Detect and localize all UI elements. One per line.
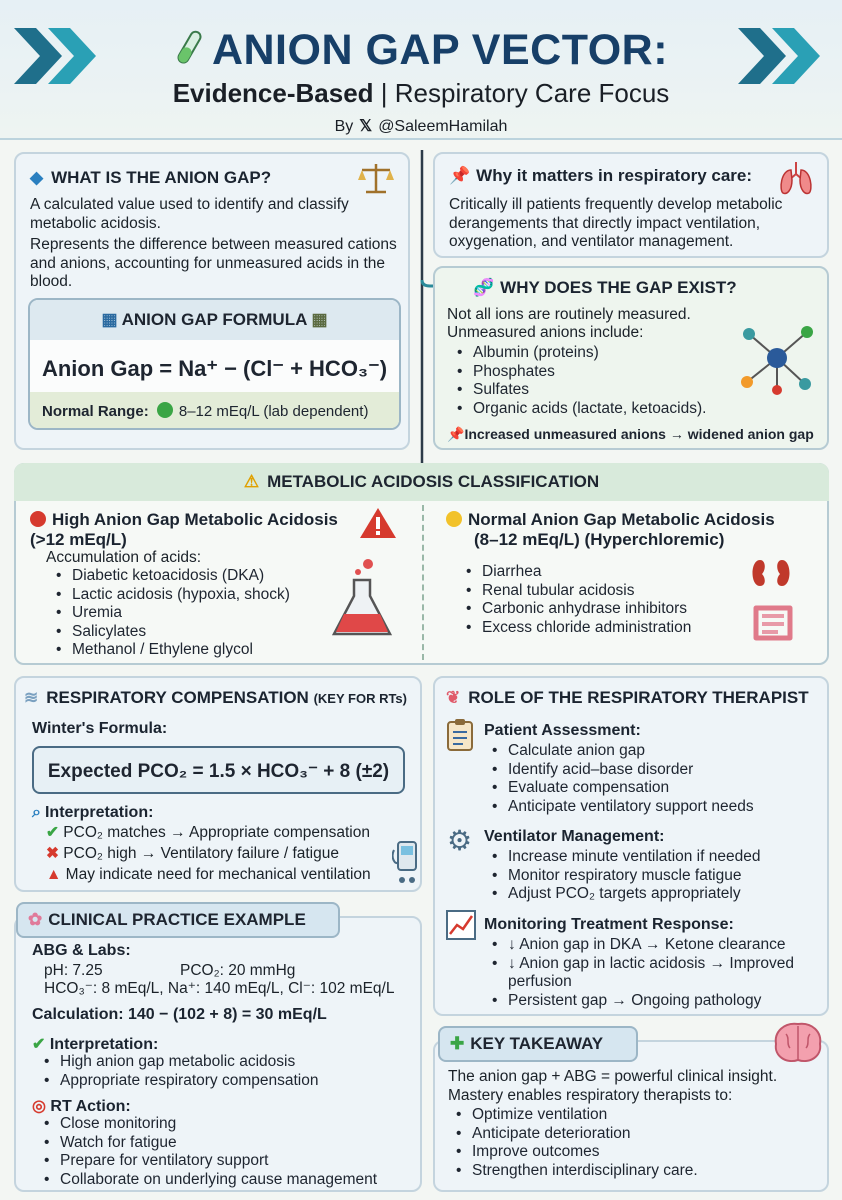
green-dot-icon (157, 402, 173, 418)
lab-electrolytes: HCO₃⁻: 8 mEq/L, Na⁺: 140 mEq/L, Cl⁻: 102 mEq/L (44, 980, 395, 997)
labs-title: ABG & Labs: (32, 942, 131, 959)
wind-icon: ≋ (24, 688, 39, 707)
title-text: ANION GAP VECTOR: (211, 26, 669, 74)
calculator-icon: ▦ (306, 310, 328, 329)
list-item: • Salicylates (46, 623, 290, 642)
interp-line-3: ▲ May indicate need for mechanical ventilation (46, 866, 371, 883)
range-value: 8–12 mEq/L (lab dependent) (178, 403, 369, 420)
subtitle-bold: Evidence-Based (172, 78, 374, 108)
diamond-icon: ◆ (30, 168, 44, 187)
formula-expression: Anion Gap = Na⁺ − (Cl⁻ + HCO₃⁻) (41, 356, 388, 381)
list-item: • Adjust PCO₂ targets appropriately (482, 885, 760, 904)
list-item: • Diabetic ketoacidosis (DKA) (46, 567, 290, 586)
alarm-icon: ▲ (46, 866, 66, 883)
check-icon: ✔ (32, 1036, 50, 1053)
dna-icon: 🧬 (473, 278, 495, 297)
why-gap-note: 📌Increased unmeasured anions → widened anion gap (447, 426, 814, 442)
lungs-icon (777, 160, 815, 196)
brain-icon: ✿ (28, 910, 43, 929)
ventilator-icon (392, 838, 420, 884)
lab-pco2: PCO₂: 20 mmHg (180, 962, 296, 979)
why-gap-heading: 🧬 WHY DOES THE GAP EXIST? (473, 278, 737, 297)
list-item: • Albumin (proteins) (447, 344, 706, 363)
puzzle-icon: ✚ (450, 1034, 465, 1053)
byline (0, 116, 842, 136)
x-logo-icon: 𝕏 (359, 118, 373, 135)
author-handle[interactable]: @SaleemHamilah (378, 118, 508, 135)
pin-icon: 📌 (449, 166, 471, 185)
list-item: • ↓ Anion gap in DKA → Ketone clearance (482, 936, 822, 955)
why-gap-intro-1: Not all ions are routinely measured. (447, 306, 691, 323)
resp-comp-note: (KEY FOR RTs) (313, 691, 407, 706)
interp-line-1: ✔ PCO₂ matches → Appropriate compensation (46, 824, 370, 841)
subtitle (0, 78, 842, 109)
warning-icon (358, 506, 398, 540)
winter-formula: Expected PCO₂ = 1.5 × HCO₃⁻ + 8 (±2) (32, 746, 405, 794)
list-item: • Appropriate respiratory compensation (34, 1072, 318, 1091)
list-item: • Diarrhea (456, 563, 691, 582)
target-icon: ◎ (32, 1098, 51, 1115)
list-item: • Monitor respiratory muscle fatigue (482, 867, 760, 886)
formula-box (28, 298, 401, 430)
takeaway-list (446, 1106, 698, 1180)
flask-icon (330, 556, 394, 640)
vent-title: Ventilator Management: (484, 828, 665, 845)
assess-list (482, 742, 754, 816)
list-item: • Collaborate on underlying cause management (34, 1171, 377, 1190)
magnifier-icon: ⌕ (32, 804, 41, 821)
winter-label: Winter's Formula: (32, 720, 168, 737)
list-item: • Excess chloride administration (456, 619, 691, 638)
clinical-interp-list (34, 1053, 318, 1090)
kidney-icon (750, 556, 792, 592)
cross-icon: ✖ (46, 845, 64, 862)
normal-range (30, 392, 399, 430)
why-matters-heading: 📌 Why it matters in respiratory care: (449, 166, 753, 185)
calculator-icon: ▦ (101, 310, 122, 329)
role-heading: ❦ ROLE OF THE RESPIRATORY THERAPIST (446, 688, 809, 707)
what-text-2: Represents the difference between measured cations and anions, accounting for unmeasured acids in the blood. (30, 236, 397, 290)
brain-icon (770, 1020, 826, 1068)
list-item: • Strengthen interdisciplinary care. (446, 1162, 698, 1181)
interp-line-2: ✖ PCO₂ high → Ventilatory failure / fatigue (46, 845, 339, 862)
what-text-1: A calculated value used to identify and classify metabolic acidosis. (30, 196, 349, 232)
check-icon: ✔ (46, 824, 64, 841)
classification-heading: ⚠ METABOLIC ACIDOSIS CLASSIFICATION (14, 463, 829, 501)
vent-list (482, 848, 760, 904)
resp-comp-heading: ≋ RESPIRATORY COMPENSATION (KEY FOR RTs) (24, 688, 407, 707)
clipboard-icon (446, 718, 474, 752)
list-item: • Renal tubular acidosis (456, 582, 691, 601)
list-item: • Anticipate deterioration (446, 1125, 698, 1144)
list-item: • Phosphates (447, 363, 706, 382)
high-ag-intro: Accumulation of acids: (46, 549, 202, 566)
list-item: • Prepare for ventilatory support (34, 1152, 377, 1171)
yellow-dot-icon (446, 511, 462, 527)
range-label: Normal Range: (42, 403, 149, 420)
monitor-list (482, 936, 822, 1010)
subtitle-rest: Respiratory Care Focus (394, 78, 670, 108)
lab-ph: pH: 7.25 (44, 962, 103, 979)
list-item: • Uremia (46, 604, 290, 623)
list-item: • Organic acids (lactate, ketoacids). (447, 400, 706, 419)
list-item: • Identify acid–base disorder (482, 761, 754, 780)
why-gap-box (433, 266, 829, 450)
what-heading: ◆ WHAT IS THE ANION GAP? (30, 168, 272, 187)
red-dot-icon (30, 511, 46, 527)
gear-icon: ⚙ (447, 825, 473, 856)
warning-icon: ⚠ (243, 472, 260, 491)
why-matters-box (433, 152, 829, 258)
rt-action-title: ◎ RT Action: (32, 1098, 131, 1115)
assess-title: Patient Assessment: (484, 722, 641, 739)
list-item: • Optimize ventilation (446, 1106, 698, 1125)
clinical-interp-title: ✔ Interpretation: (32, 1036, 159, 1053)
list-item: • Carbonic anhydrase inhibitors (456, 600, 691, 619)
anion-list (447, 344, 706, 418)
list-item: • Improve outcomes (446, 1143, 698, 1162)
divider (422, 505, 424, 660)
normal-ag-range: (8–12 mEq/L) (Hyperchloremic) (474, 530, 725, 549)
clinical-heading: ✿ CLINICAL PRACTICE EXAMPLE (16, 902, 340, 938)
scales-icon (358, 160, 394, 196)
list-item: • Sulfates (447, 381, 706, 400)
list-item: • Persistent gap → Ongoing pathology (482, 992, 822, 1011)
pin-icon: 📌 (447, 426, 465, 442)
formula-heading: ▦ ANION GAP FORMULA ▦ (30, 300, 399, 340)
subtitle-separator: | (373, 78, 395, 108)
normal-ag-list (456, 563, 691, 637)
why-matters-text: Critically ill patients frequently develop metabolic derangements that directly impact ventilation, oxygenation, and ventilator management. (449, 196, 783, 250)
list-item: • Increase minute ventilation if needed (482, 848, 760, 867)
high-ag-list (46, 567, 290, 660)
test-tube-icon (174, 28, 204, 68)
list-item: • High anion gap metabolic acidosis (34, 1053, 318, 1072)
normal-ag-title: Normal Anion Gap Metabolic Acidosis (446, 510, 775, 530)
molecule-icon (737, 320, 817, 396)
high-ag-title: High Anion Gap Metabolic Acidosis (30, 510, 338, 530)
list-item: • Close monitoring (34, 1115, 377, 1134)
page-title (0, 26, 842, 75)
list-item: • Methanol / Ethylene glycol (46, 641, 290, 660)
monitor-title: Monitoring Treatment Response: (484, 916, 734, 933)
header (0, 0, 842, 140)
takeaway-text-2: Mastery enables respiratory therapists to: (448, 1087, 733, 1104)
by-label: By (334, 118, 354, 135)
list-item: • ↓ Anion gap in lactic acidosis → Improved perfusion (482, 955, 822, 992)
list-item: • Watch for fatigue (34, 1134, 377, 1153)
list-item: • Anticipate ventilatory support needs (482, 798, 754, 817)
list-item: • Calculate anion gap (482, 742, 754, 761)
lungs-icon: ❦ (446, 688, 461, 707)
calculation: Calculation: 140 − (102 + 8) = 30 mEq/L (32, 1006, 327, 1023)
chart-icon (446, 910, 476, 940)
takeaway-text-1: The anion gap + ABG = powerful clinical insight. (448, 1068, 778, 1085)
takeaway-heading: ✚ KEY TAKEAWAY (438, 1026, 638, 1062)
why-gap-intro-2: Unmeasured anions include: (447, 324, 644, 341)
high-ag-range: (>12 mEq/L) (30, 530, 127, 549)
interp-heading: ⌕ Interpretation: (32, 804, 154, 821)
list-item: • Lactic acidosis (hypoxia, shock) (46, 586, 290, 605)
list-item: • Evaluate compensation (482, 779, 754, 798)
intestine-icon (750, 598, 796, 644)
rt-action-list (34, 1115, 377, 1189)
